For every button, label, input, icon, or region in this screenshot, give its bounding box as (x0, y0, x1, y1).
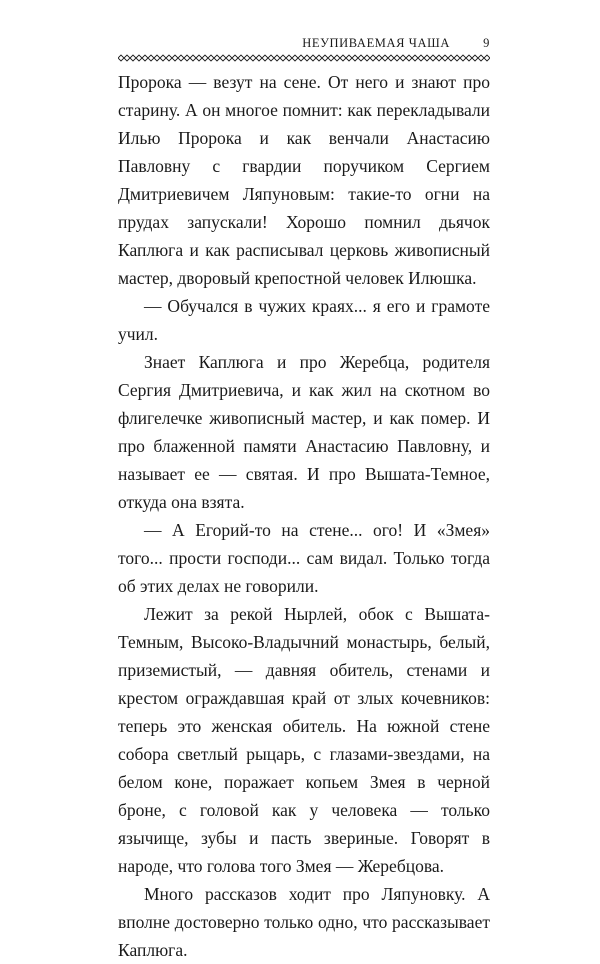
running-title: НЕУПИВАЕМАЯ ЧАША (302, 36, 450, 50)
paragraph: Пророка — везут на сене. От него и знают про старину. А он многое помнит: как перекладывали Илью Пророка и как венчали Анастасию Павловну с гвардии поручиком Сергием Дмитриевичем Ляпуновым: такие-то огни на прудах запускали! Хорошо помнил дьячок Каплюга и как расписывал церковь живописный мастер, дворовый крепостной человек Илюшка. (118, 72, 490, 288)
paragraph: — Обучался в чужих краях... я его и грамоте учил. (118, 296, 490, 344)
ornamental-rule (118, 53, 490, 63)
paragraph: Знает Каплюга и про Жеребца, родителя Сергия Дмитриевича, и как жил на скотном во флигелечке живописный мастер, и как помер. И про блаженной памяти Анастасию Павловну, и называет ее — святая. И про Вышата-Темное, откуда она взята. (118, 352, 490, 512)
page-number: 9 (483, 36, 490, 50)
paragraph: Много рассказов ходит про Ляпуновку. А вполне достоверно только одно, что рассказывает Каплюга. (118, 884, 490, 960)
paragraph: — А Егорий-то на стене... ого! И «Змея» того... прости господи... сам видал. Только тогда об этих делах не говорили. (118, 520, 490, 596)
text-body (118, 68, 490, 964)
paragraph: Лежит за рекой Нырлей, обок с Вышата-Темным, Высоко-Владычний монастырь, белый, приземистый, — давняя обитель, стенами и крестом ограждавшая край от злых кочевников: теперь это женская обитель. На южной стене собора светлый рыцарь, с глазами-звездами, на белом коне, поражает копьем Змея в черной броне, с головой как у человека — только язычище, зубы и пасть звериные. Говорят в народе, что голова того Змея — Жеребцова. (118, 604, 490, 876)
